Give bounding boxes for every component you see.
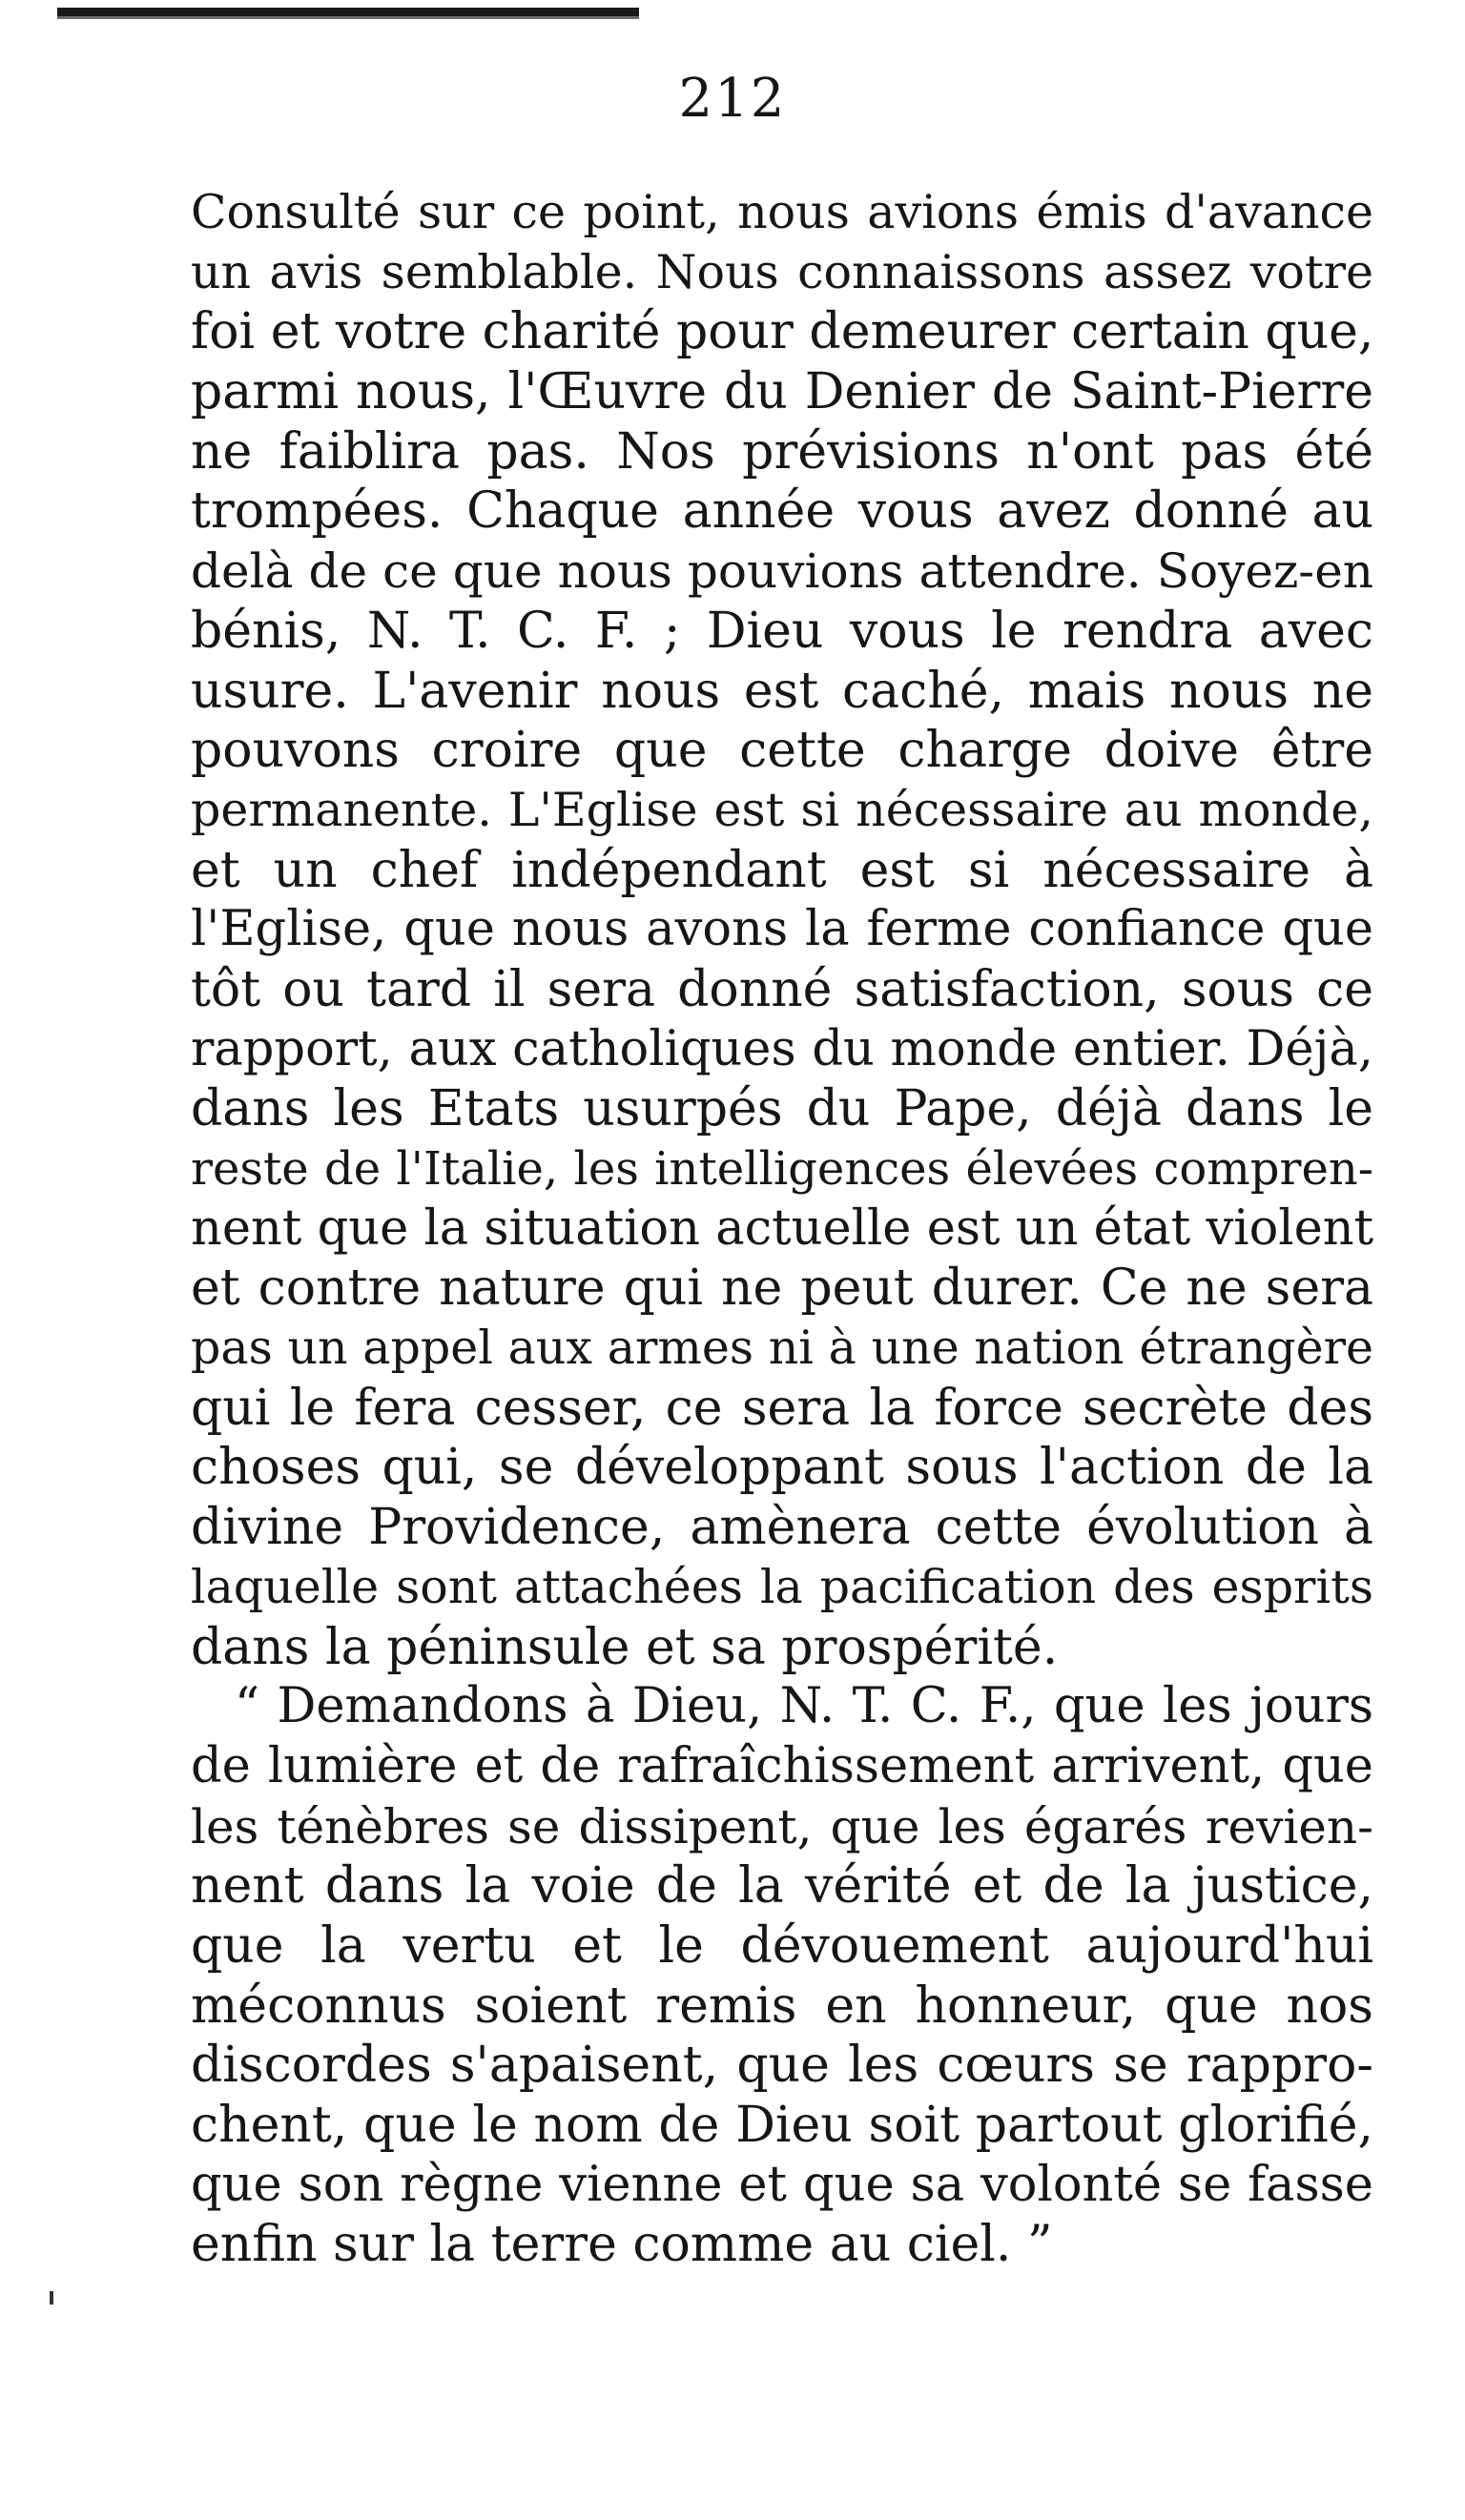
text-line: laquelle sont attachées la pacification des esprits [191,1559,1373,1614]
text-line: pouvons croire que cette charge doive être [191,722,1373,780]
top-rule-shadow [57,16,639,19]
text-line: dans la péninsule et sa prospérité. [191,1618,1059,1676]
text-line: “ Demandons à Dieu, N. T. C. F., que les jours [235,1678,1373,1735]
text-line: que son règne vienne et que sa volonté se fasse [191,2156,1373,2213]
text-line: usure. L'avenir nous est caché, mais nous ne [191,662,1373,720]
text-line: trompées. Chaque année vous avez donné au [191,482,1373,541]
text-line: les ténèbres se dissipent, que les égarés revien- [191,1798,1373,1854]
text-line: enfin sur la terre comme au ciel. ” [191,2216,1053,2274]
text-line: rapport, aux catholiques du monde entier. Déjà, [191,1020,1373,1077]
page-number: 212 [678,68,787,130]
text-line: nent que la situation actuelle est un état violent [191,1199,1373,1257]
text-line: dans les Etats usurpés du Pape, déjà dans le [191,1080,1373,1138]
text-line: l'Eglise, que nous avons la ferme confiance que [191,901,1373,958]
margin-mark [50,2291,53,2305]
text-line: divine Providence, amènera cette évolution à [191,1499,1373,1557]
text-line: foi et votre charité pour demeurer certain que, [191,303,1373,361]
text-line: de lumière et de rafraîchissement arrivent, que [191,1737,1373,1794]
text-line: pas un appel aux armes ni à une nation étrangère [191,1321,1373,1376]
text-line: choses qui, se développant sous l'action de la [191,1439,1373,1497]
text-line: nent dans la voie de la vérité et de la justice, [191,1857,1373,1916]
text-line: méconnus soient remis en honneur, que nos [191,1977,1373,2035]
text-line: reste de l'Italie, les intelligences élevées compren- [191,1142,1373,1196]
text-line: un avis semblable. Nous connaissons assez votre [191,244,1373,299]
top-rule [57,8,639,16]
text-line: que la vertu et le dévouement aujourd'hui [191,1916,1373,1975]
text-line: ne faiblira pas. Nos prévisions n'ont pas été [191,422,1373,481]
text-line: qui le fera cesser, ce sera la force secrète des [191,1379,1373,1437]
text-line: chent, que le nom de Dieu soit partout glorifié, [191,2097,1373,2154]
text-line: permanente. L'Eglise est si nécessaire au monde, [191,782,1373,837]
text-line: bénis, N. T. C. F. ; Dieu vous le rendra avec [191,602,1373,660]
text-line: discordes s'apaisent, que les cœurs se rappro- [191,2037,1373,2095]
text-line: Consulté sur ce point, nous avions émis d'avance [191,185,1373,239]
text-line: delà de ce que nous pouvions attendre. Soyez-en [191,543,1373,600]
text-line: et un chef indépendant est si nécessaire à [191,841,1373,899]
body-text [191,183,1373,2275]
text-line: parmi nous, l'Œuvre du Denier de Saint-Pierre [191,363,1373,421]
text-line: tôt ou tard il sera donné satisfaction, sous ce [191,960,1373,1018]
text-line: et contre nature qui ne peut durer. Ce ne sera [191,1260,1373,1318]
